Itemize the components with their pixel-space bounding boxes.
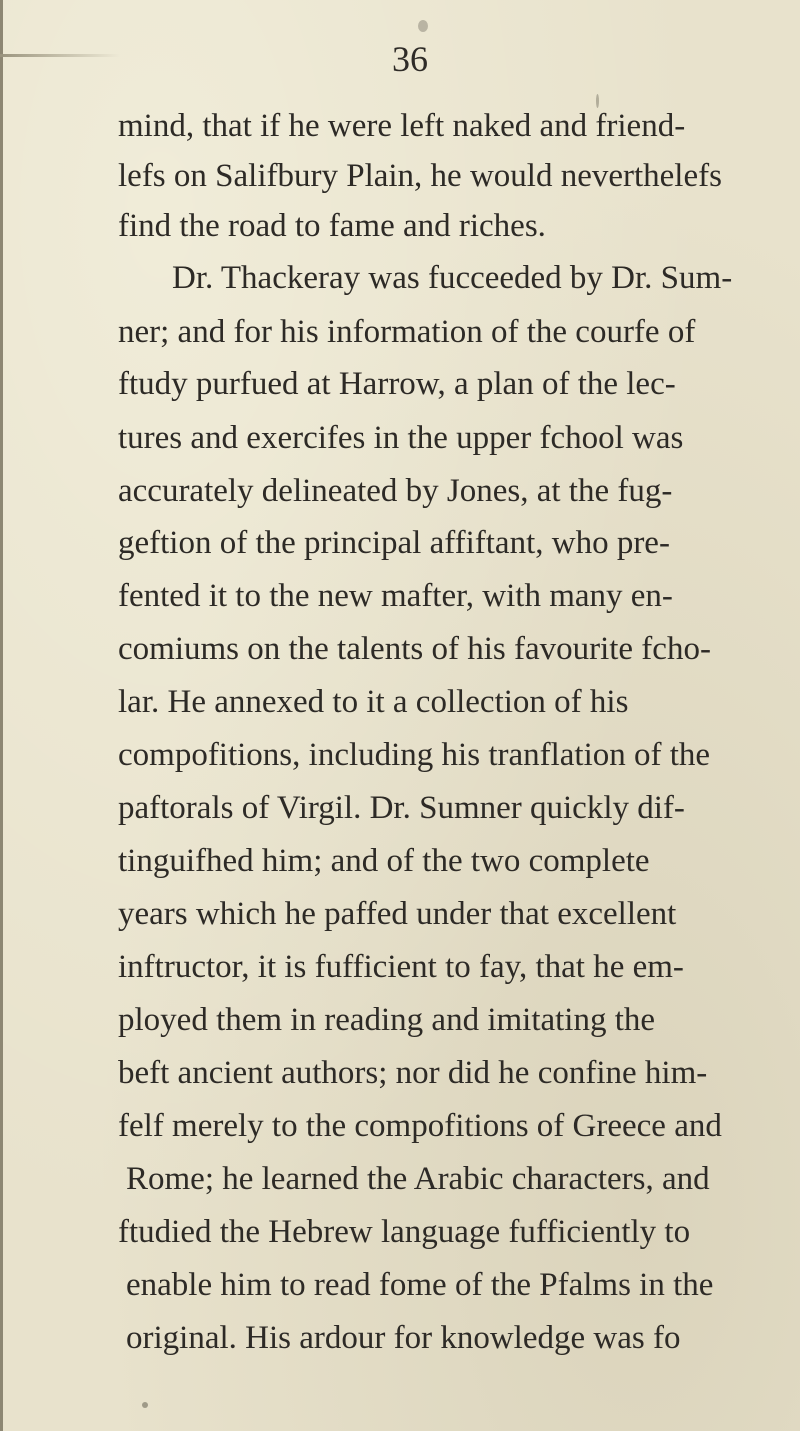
text-line: compofitions, including his tranflation of the <box>118 737 711 773</box>
text-line: enable him to read fome of the Pfalms in the <box>126 1267 714 1303</box>
text-line: ftudy purfued at Harrow, a plan of the lec- <box>118 366 676 402</box>
paper-speck <box>418 20 428 32</box>
text-line: tinguifhed him; and of the two complete <box>118 843 650 879</box>
text-line: tures and exercifes in the upper fchool was <box>118 420 684 456</box>
text-line: geftion of the principal affiftant, who pre- <box>118 525 670 561</box>
text-line: fented it to the new mafter, with many en- <box>118 578 673 614</box>
text-line: ner; and for his information of the courfe of <box>118 314 696 350</box>
text-line: find the road to fame and riches. <box>118 208 546 244</box>
text-line: comiums on the talents of his favourite fcho- <box>118 631 711 667</box>
paper-speck <box>596 94 599 108</box>
text-line: accurately delineated by Jones, at the fug- <box>118 473 673 509</box>
text-line: original. His ardour for knowledge was fo <box>126 1320 681 1356</box>
text-line: ployed them in reading and imitating the <box>118 1002 656 1038</box>
text-line: ftudied the Hebrew language fufficiently to <box>118 1214 691 1250</box>
text-line: mind, that if he were left naked and friend- <box>118 108 686 144</box>
page-number: 36 <box>392 39 428 79</box>
text-line: paftorals of Virgil. Dr. Sumner quickly dif- <box>118 790 685 826</box>
text-line: beft ancient authors; nor did he confine him- <box>118 1055 708 1091</box>
paper-speck <box>142 1402 148 1408</box>
page-edge <box>0 0 3 1431</box>
text-line: lar. He annexed to it a collection of his <box>118 684 629 720</box>
text-line: felf merely to the compofitions of Greece and <box>118 1108 722 1144</box>
text-line: Rome; he learned the Arabic characters, and <box>126 1161 710 1197</box>
page-corner-shadow <box>0 54 120 57</box>
text-line: years which he paffed under that excellent <box>118 896 677 932</box>
text-line: lefs on Salifbury Plain, he would neverthelefs <box>118 158 722 194</box>
text-line: inftructor, it is fufficient to fay, that he em- <box>118 949 684 985</box>
text-line: Dr. Thackeray was fucceeded by Dr. Sum- <box>172 260 733 296</box>
